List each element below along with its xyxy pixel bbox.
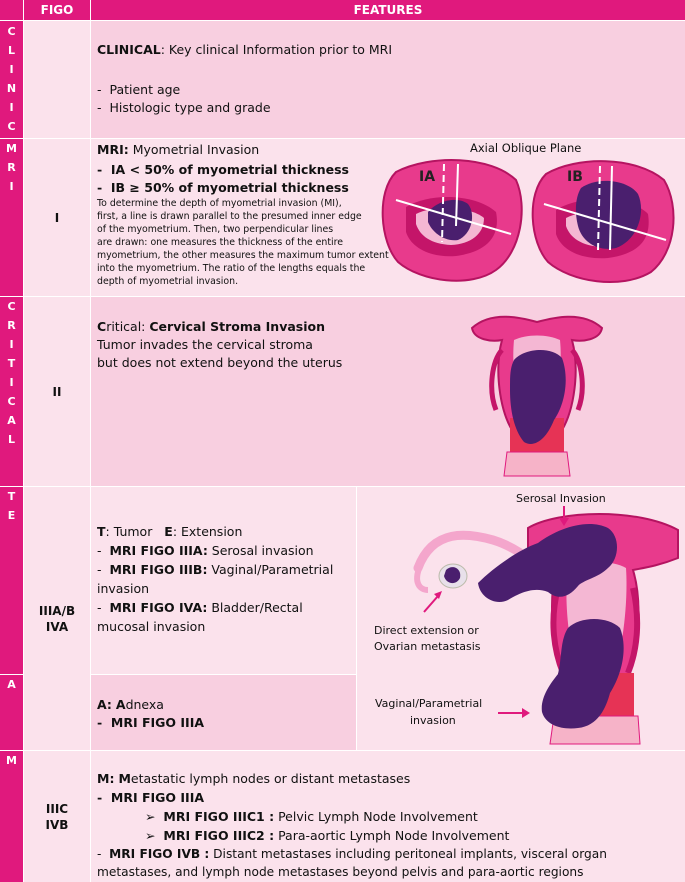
m-sub-1-bold: MRI FIGO IIIC1 : xyxy=(163,809,275,824)
sidebar-m xyxy=(0,751,23,882)
m-item-2-bold: MRI FIGO IVB : xyxy=(109,847,210,861)
sidebar-letter: I xyxy=(9,101,14,114)
figo-iiiab: IIIA/B xyxy=(38,603,76,618)
te-item-3: - MRI FIGO IVA: Bladder/Rectal xyxy=(97,600,303,615)
figo-ivb: IVB xyxy=(45,817,69,832)
mri-desc-line: myometrium, the other measures the maximum tumor extent xyxy=(97,250,389,261)
uterus-ia-icon xyxy=(383,160,522,281)
header-features: FEATURES xyxy=(91,0,685,20)
direct-label-1: Direct extension or xyxy=(374,624,479,637)
critical-line1: Tumor invades the cervical stroma xyxy=(97,337,313,352)
mri-desc-line: To determine the depth of myometrial invasion (MI), xyxy=(97,198,342,209)
m-letter2: M xyxy=(118,771,131,786)
te-item-2-rest: Vaginal/Parametrial xyxy=(207,562,334,577)
a-item: - MRI FIGO IIIA xyxy=(97,715,205,730)
clinic-item-text: Histologic type and grade xyxy=(109,100,271,115)
figo-iiic: IIIC xyxy=(45,801,69,816)
a-item-text: MRI FIGO IIIA xyxy=(110,715,205,730)
m-letter: M: xyxy=(97,771,115,786)
sidebar-letter: T xyxy=(7,357,16,370)
a-letter: A: xyxy=(97,697,112,712)
sidebar-letter: L xyxy=(7,433,15,446)
mri-heading: MRI: xyxy=(97,142,129,157)
sidebar-letter: I xyxy=(9,63,14,76)
clinic-features xyxy=(91,21,685,138)
figo-cell-ii: II xyxy=(24,297,90,486)
cervical-invasion-illustration xyxy=(462,300,612,485)
mri-desc-line: into the myometrium. The ratio of the lengths equals the xyxy=(97,263,366,274)
a-heading-line xyxy=(97,696,164,713)
critical-c-letter: C xyxy=(97,319,107,334)
m-rest: etastatic lymph nodes or distant metastases xyxy=(130,771,411,786)
m-sub-2-bold: MRI FIGO IIIC2 : xyxy=(163,828,275,843)
te-t-rest: : Tumor xyxy=(105,524,153,539)
sidebar-letter: C xyxy=(7,120,16,133)
sidebar-letter: I xyxy=(9,180,14,193)
mri-ia: IA < 50% of myometrial thickness xyxy=(110,162,349,177)
direct-label-2: Ovarian metastasis xyxy=(374,640,481,653)
te-item-2: - MRI FIGO IIIB: Vaginal/Parametrial xyxy=(97,562,334,577)
sidebar-letter: A xyxy=(7,678,16,691)
m-item-1-text: MRI FIGO IIIA xyxy=(110,790,205,805)
sidebar-letter: A xyxy=(7,414,16,427)
te-e-letter: E xyxy=(164,524,173,539)
te-item-2-cont: invasion xyxy=(97,581,150,596)
sidebar-a xyxy=(0,675,23,750)
clinic-heading: CLINICAL xyxy=(97,42,161,57)
mri-ib-line: - IB ≥ 50% of myometrial thickness xyxy=(97,180,349,195)
direct-extension-arrow-icon xyxy=(424,591,442,612)
plane-label: Axial Oblique Plane xyxy=(470,141,582,155)
critical-heading: Cervical Stroma Invasion xyxy=(149,319,325,334)
m-sub-1: ➢ MRI FIGO IIIC1 : Pelvic Lymph Node Involvement xyxy=(145,809,478,824)
critical-heading-line xyxy=(97,318,325,335)
te-item-1: - MRI FIGO IIIA: Serosal invasion xyxy=(97,543,314,558)
a-letter2: A xyxy=(115,697,126,712)
figo-iva: IVA xyxy=(45,619,69,634)
sidebar-letter: M xyxy=(6,142,17,155)
extension-illustration xyxy=(358,488,684,749)
clinic-heading-line xyxy=(97,41,392,58)
sidebar-letter: E xyxy=(7,509,16,522)
label-ib: IB xyxy=(567,169,583,185)
mri-ia-line: - IA < 50% of myometrial thickness xyxy=(97,162,349,177)
critical-line2: but does not extend beyond the uterus xyxy=(97,355,343,370)
sidebar-letter: I xyxy=(9,376,14,389)
te-t-letter: T xyxy=(97,524,106,539)
sidebar-letter: R xyxy=(7,161,16,174)
te-item-2-bold: MRI FIGO IIIB: xyxy=(109,562,208,577)
label-ia: IA xyxy=(419,169,436,185)
vaginal-label-2: invasion xyxy=(410,714,456,727)
sidebar-letter: C xyxy=(7,25,16,38)
mri-ib: IB ≥ 50% of myometrial thickness xyxy=(110,180,349,195)
sidebar-mri xyxy=(0,139,23,296)
sidebar-letter: T xyxy=(7,490,16,503)
figo-cell-iiic-ivb xyxy=(24,751,90,882)
m-item-1: - MRI FIGO IIIA xyxy=(97,790,205,805)
te-item-3-cont: mucosal invasion xyxy=(97,619,206,634)
serosal-label: Serosal Invasion xyxy=(516,492,606,505)
uterus-ib-icon xyxy=(533,161,674,282)
sidebar-critical xyxy=(0,297,23,486)
clinic-item-histology: - Histologic type and grade xyxy=(97,100,271,115)
critical-c-rest: ritical: xyxy=(106,319,146,334)
m-item-2: - MRI FIGO IVB : Distant metastases including peritoneal implants, visceral organ xyxy=(97,847,607,861)
vaginal-arrow-icon xyxy=(498,708,530,718)
sidebar-clinic xyxy=(0,21,23,138)
figo-cell-i: I xyxy=(24,139,90,296)
sidebar-letter: C xyxy=(7,395,16,408)
clinic-item-age: - Patient age xyxy=(97,82,181,97)
m-heading-line xyxy=(97,770,410,787)
mri-desc-line: first, a line is drawn parallel to the presumed inner edge xyxy=(97,211,362,222)
te-item-1-rest: Serosal invasion xyxy=(207,543,314,558)
mri-desc-line: are drawn: one measures the thickness of the entire xyxy=(97,237,344,248)
sidebar-letter: N xyxy=(6,82,17,95)
m-item-2-cont: metastases, and lymph node metastases beyond pelvis and para-aortic regions xyxy=(97,865,584,879)
m-item-2-rest: Distant metastases including peritoneal implants, visceral organ xyxy=(209,847,607,861)
figo-cell-iiiab-iva xyxy=(24,487,90,750)
te-item-3-rest: Bladder/Rectal xyxy=(207,600,303,615)
te-e-rest: : Extension xyxy=(172,524,243,539)
m-sub-2-rest: Para-aortic Lymph Node Involvement xyxy=(274,828,510,843)
header-figo: FIGO xyxy=(24,0,90,20)
mri-heading-line xyxy=(97,141,259,158)
vaginal-label-1: Vaginal/Parametrial xyxy=(375,697,483,710)
clinic-item-text: Patient age xyxy=(109,82,181,97)
sidebar-letter: M xyxy=(6,754,17,767)
mri-heading-rest: Myometrial Invasion xyxy=(128,142,260,157)
te-item-3-bold: MRI FIGO IVA: xyxy=(109,600,208,615)
sidebar-letter: L xyxy=(7,44,15,57)
sidebar-te xyxy=(0,487,23,674)
a-rest: dnexa xyxy=(125,697,164,712)
sidebar-letter: I xyxy=(9,338,14,351)
m-sub-1-rest: Pelvic Lymph Node Involvement xyxy=(274,809,478,824)
mri-desc-line: of the myometrium. Then, two perpendicular lines xyxy=(97,224,334,235)
m-sub-2: ➢ MRI FIGO IIIC2 : Para-aortic Lymph Node Involvement xyxy=(145,828,510,843)
header-corner xyxy=(0,0,23,20)
clinic-heading-rest: : Key clinical Information prior to MRI xyxy=(160,42,393,57)
sidebar-letter: R xyxy=(7,319,16,332)
te-item-1-bold: MRI FIGO IIIA: xyxy=(109,543,208,558)
myometrial-invasion-illustration xyxy=(376,152,681,294)
mri-desc-line: depth of myometrial invasion. xyxy=(97,276,239,287)
figo-cell-clinic xyxy=(24,21,90,138)
te-heading-line xyxy=(97,523,242,540)
sidebar-letter: C xyxy=(7,300,16,313)
